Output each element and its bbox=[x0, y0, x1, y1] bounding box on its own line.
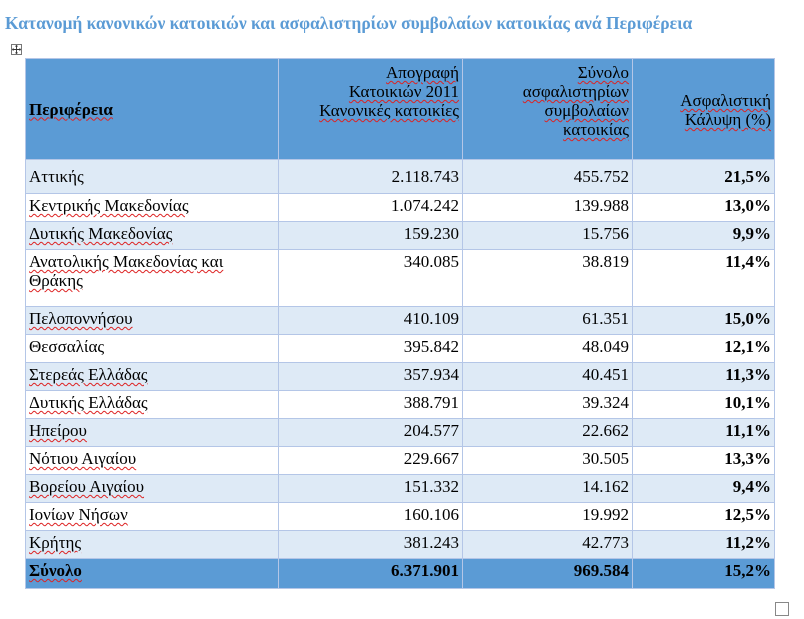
region-cell: Στερεάς Ελλάδας bbox=[26, 363, 279, 391]
dwellings-cell: 410.109 bbox=[279, 307, 463, 335]
policies-cell: 30.505 bbox=[463, 447, 633, 475]
dwellings-cell: 395.842 bbox=[279, 335, 463, 363]
region-cell: Βορείου Αιγαίου bbox=[26, 475, 279, 503]
total-dwellings-cell: 6.371.901 bbox=[279, 559, 463, 589]
region-cell-line: Ανατολικής Μακεδονίας και bbox=[29, 252, 224, 271]
header-region bbox=[26, 59, 279, 160]
policies-cell: 40.451 bbox=[463, 363, 633, 391]
region-cell: Κρήτης bbox=[26, 531, 279, 559]
total-label-cell: Σύνολο bbox=[26, 559, 279, 589]
policies-cell: 19.992 bbox=[463, 503, 633, 531]
region-cell: Θεσσαλίας bbox=[26, 335, 279, 363]
header-policies-line: ασφαλιστηρίων bbox=[522, 82, 629, 101]
policies-cell: 38.819 bbox=[463, 250, 633, 307]
table-move-handle-icon[interactable] bbox=[11, 44, 22, 55]
table-row bbox=[26, 222, 775, 250]
table-row bbox=[26, 419, 775, 447]
header-coverage bbox=[633, 59, 775, 160]
table-row bbox=[26, 250, 775, 307]
table-row bbox=[26, 447, 775, 475]
coverage-cell: 21,5% bbox=[633, 160, 775, 194]
coverage-cell: 13,3% bbox=[633, 447, 775, 475]
header-policies bbox=[463, 59, 633, 160]
header-census-line: Κανονικές κατοικίες bbox=[319, 101, 459, 120]
dwellings-cell: 388.791 bbox=[279, 391, 463, 419]
document-title: Κατανομή κανονικών κατοικιών και ασφαλιστηρίων συμβολαίων κατοικίας ανά Περιφέρεια bbox=[5, 13, 693, 33]
dwellings-cell: 340.085 bbox=[279, 250, 463, 307]
table-header-row bbox=[26, 59, 775, 160]
policies-cell: 39.324 bbox=[463, 391, 633, 419]
region-cell: Νότιου Αιγαίου bbox=[26, 447, 279, 475]
policies-cell: 42.773 bbox=[463, 531, 633, 559]
header-coverage-line: Ασφαλιστική bbox=[680, 91, 771, 110]
dwellings-cell: 2.118.743 bbox=[279, 160, 463, 194]
table-row bbox=[26, 194, 775, 222]
coverage-cell: 11,2% bbox=[633, 531, 775, 559]
region-cell: Δυτικής Μακεδονίας bbox=[26, 222, 279, 250]
table-row bbox=[26, 160, 775, 194]
total-coverage-cell: 15,2% bbox=[633, 559, 775, 589]
table-row bbox=[26, 307, 775, 335]
coverage-cell: 15,0% bbox=[633, 307, 775, 335]
table-row bbox=[26, 391, 775, 419]
dwellings-cell: 159.230 bbox=[279, 222, 463, 250]
header-census bbox=[279, 59, 463, 160]
policies-cell: 61.351 bbox=[463, 307, 633, 335]
table-row bbox=[26, 363, 775, 391]
region-cell: Αττικής bbox=[26, 160, 279, 194]
policies-cell: 14.162 bbox=[463, 475, 633, 503]
policies-cell: 455.752 bbox=[463, 160, 633, 194]
policies-cell: 22.662 bbox=[463, 419, 633, 447]
header-policies-line: συμβολαίων bbox=[544, 101, 629, 120]
table-row bbox=[26, 335, 775, 363]
regional-coverage-table bbox=[25, 58, 775, 589]
coverage-cell: 13,0% bbox=[633, 194, 775, 222]
region-cell bbox=[26, 250, 279, 307]
coverage-cell: 11,4% bbox=[633, 250, 775, 307]
dwellings-cell: 204.577 bbox=[279, 419, 463, 447]
dwellings-cell: 229.667 bbox=[279, 447, 463, 475]
region-cell: Πελοποννήσου bbox=[26, 307, 279, 335]
table-total-row bbox=[26, 559, 775, 589]
header-census-line: Κατοικιών 2011 bbox=[348, 82, 459, 101]
dwellings-cell: 357.934 bbox=[279, 363, 463, 391]
coverage-cell: 11,3% bbox=[633, 363, 775, 391]
total-policies-cell: 969.584 bbox=[463, 559, 633, 589]
coverage-cell: 9,9% bbox=[633, 222, 775, 250]
header-coverage-line: Κάλυψη (%) bbox=[684, 110, 771, 129]
header-policies-line: Σύνολο bbox=[577, 63, 629, 82]
coverage-cell: 12,1% bbox=[633, 335, 775, 363]
header-policies-line: κατοικίας bbox=[562, 120, 629, 139]
dwellings-cell: 381.243 bbox=[279, 531, 463, 559]
region-cell: Ηπείρου bbox=[26, 419, 279, 447]
policies-cell: 48.049 bbox=[463, 335, 633, 363]
table-row bbox=[26, 531, 775, 559]
region-cell-line: Θράκης bbox=[29, 271, 83, 290]
table-row bbox=[26, 503, 775, 531]
coverage-cell: 11,1% bbox=[633, 419, 775, 447]
coverage-cell: 9,4% bbox=[633, 475, 775, 503]
dwellings-cell: 151.332 bbox=[279, 475, 463, 503]
header-census-line: Απογραφή bbox=[386, 63, 459, 82]
region-cell: Δυτικής Ελλάδας bbox=[26, 391, 279, 419]
region-cell: Κεντρικής Μακεδονίας bbox=[26, 194, 279, 222]
dwellings-cell: 1.074.242 bbox=[279, 194, 463, 222]
table-row bbox=[26, 475, 775, 503]
table-resize-handle[interactable] bbox=[775, 602, 789, 616]
dwellings-cell: 160.106 bbox=[279, 503, 463, 531]
coverage-cell: 10,1% bbox=[633, 391, 775, 419]
policies-cell: 15.756 bbox=[463, 222, 633, 250]
region-cell: Ιονίων Νήσων bbox=[26, 503, 279, 531]
policies-cell: 139.988 bbox=[463, 194, 633, 222]
coverage-cell: 12,5% bbox=[633, 503, 775, 531]
header-region-label: Περιφέρεια bbox=[29, 99, 113, 119]
